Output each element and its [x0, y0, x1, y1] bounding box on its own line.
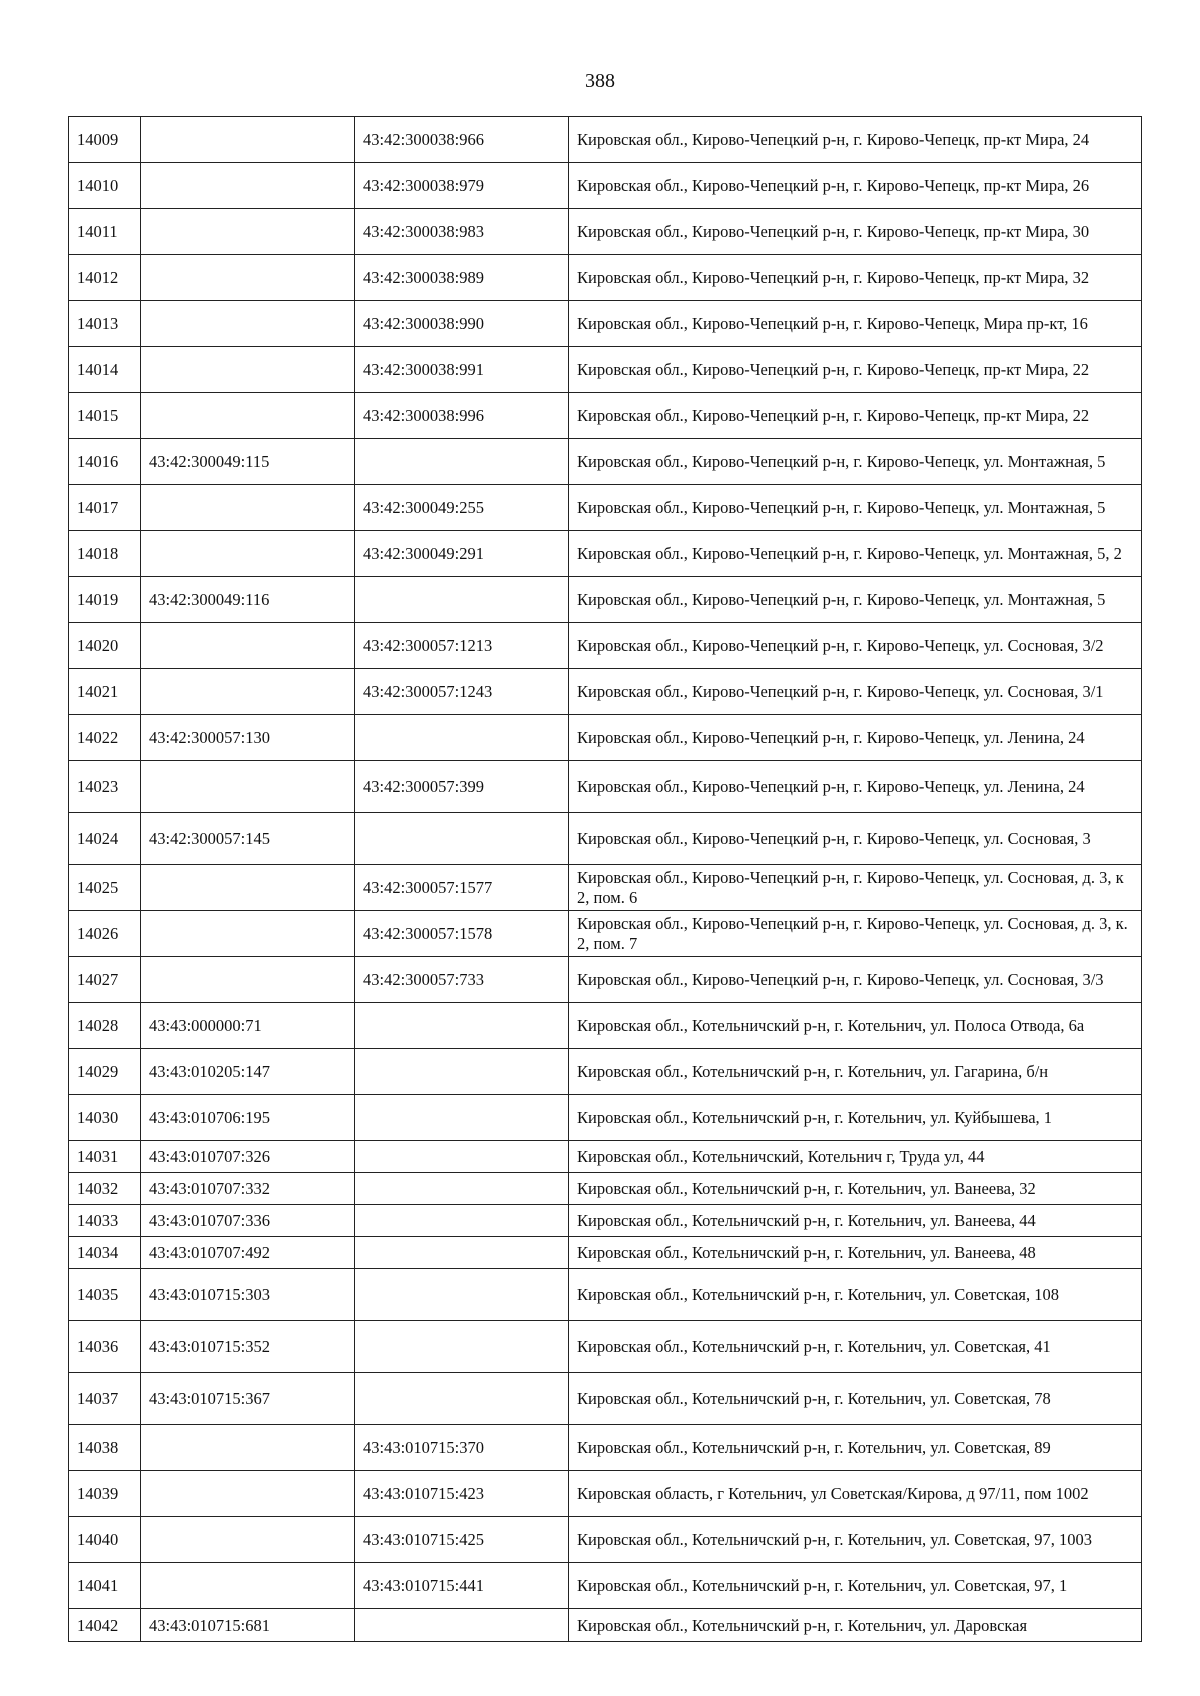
table-row: [69, 669, 1142, 715]
cadastral-number-secondary: [355, 1141, 569, 1173]
address: Кировская обл., Кирово-Чепецкий р-н, г. Кирово-Чепецк, Мира пр-кт, 16: [569, 301, 1142, 347]
cadastral-number-primary: [141, 669, 355, 715]
cadastral-number-primary: 43:43:010707:336: [141, 1205, 355, 1237]
table-row: [69, 1425, 1142, 1471]
table-row: [69, 1321, 1142, 1373]
row-number: 14023: [69, 761, 141, 813]
row-number: 14037: [69, 1373, 141, 1425]
table-row: [69, 911, 1142, 957]
address: Кировская обл., Кирово-Чепецкий р-н, г. Кирово-Чепецк, ул. Сосновая, 3: [569, 813, 1142, 865]
cadastral-number-secondary: 43:42:300038:991: [355, 347, 569, 393]
row-number: 14031: [69, 1141, 141, 1173]
table-row: [69, 347, 1142, 393]
table-row: [69, 1373, 1142, 1425]
address: Кировская обл., Кирово-Чепецкий р-н, г. Кирово-Чепецк, ул. Ленина, 24: [569, 761, 1142, 813]
cadastral-number-secondary: [355, 1003, 569, 1049]
cadastral-number-primary: [141, 485, 355, 531]
cadastral-number-primary: 43:43:010715:352: [141, 1321, 355, 1373]
row-number: 14038: [69, 1425, 141, 1471]
cadastral-number-secondary: 43:43:010715:423: [355, 1471, 569, 1517]
address: Кировская обл., Котельничский, Котельнич г, Труда ул, 44: [569, 1141, 1142, 1173]
cadastral-number-primary: [141, 347, 355, 393]
cadastral-number-primary: [141, 209, 355, 255]
row-number: 14034: [69, 1237, 141, 1269]
cadastral-number-primary: 43:43:010707:332: [141, 1173, 355, 1205]
cadastral-number-secondary: [355, 1609, 569, 1642]
cadastral-number-primary: [141, 1471, 355, 1517]
cadastral-number-secondary: [355, 1205, 569, 1237]
row-number: 14018: [69, 531, 141, 577]
cadastral-number-secondary: [355, 1095, 569, 1141]
table-row: [69, 393, 1142, 439]
cadastral-number-primary: [141, 117, 355, 163]
cadastral-number-primary: 43:42:300049:116: [141, 577, 355, 623]
cadastral-number-primary: [141, 301, 355, 347]
table-row: [69, 715, 1142, 761]
address: Кировская обл., Кирово-Чепецкий р-н, г. Кирово-Чепецк, ул. Сосновая, 3/1: [569, 669, 1142, 715]
cadastral-number-secondary: [355, 715, 569, 761]
cadastral-number-secondary: [355, 439, 569, 485]
address: Кировская обл., Котельничский р-н, г. Котельнич, ул. Советская, 41: [569, 1321, 1142, 1373]
address: Кировская обл., Котельничский р-н, г. Котельнич, ул. Ванеева, 48: [569, 1237, 1142, 1269]
cadastral-number-secondary: 43:42:300049:255: [355, 485, 569, 531]
row-number: 14035: [69, 1269, 141, 1321]
cadastral-number-primary: [141, 1517, 355, 1563]
registry-table: [68, 116, 1142, 1642]
address: Кировская обл., Котельничский р-н, г. Котельнич, ул. Советская, 97, 1003: [569, 1517, 1142, 1563]
table-row: [69, 1609, 1142, 1642]
address: Кировская обл., Кирово-Чепецкий р-н, г. Кирово-Чепецк, пр-кт Мира, 26: [569, 163, 1142, 209]
cadastral-number-secondary: [355, 1049, 569, 1095]
cadastral-number-secondary: 43:42:300057:733: [355, 957, 569, 1003]
cadastral-number-primary: 43:42:300049:115: [141, 439, 355, 485]
address: Кировская обл., Кирово-Чепецкий р-н, г. Кирово-Чепецк, ул. Сосновая, д. 3, к 2, пом. 6: [569, 865, 1142, 911]
cadastral-number-secondary: 43:42:300038:983: [355, 209, 569, 255]
table-row: [69, 761, 1142, 813]
address: Кировская обл., Котельничский р-н, г. Котельнич, ул. Советская, 108: [569, 1269, 1142, 1321]
row-number: 14026: [69, 911, 141, 957]
table-row: [69, 813, 1142, 865]
cadastral-number-primary: [141, 761, 355, 813]
row-number: 14010: [69, 163, 141, 209]
row-number: 14014: [69, 347, 141, 393]
row-number: 14012: [69, 255, 141, 301]
table-row: [69, 1003, 1142, 1049]
cadastral-number-primary: [141, 865, 355, 911]
address: Кировская обл., Котельничский р-н, г. Котельнич, ул. Советская, 78: [569, 1373, 1142, 1425]
table-row: [69, 1517, 1142, 1563]
cadastral-number-secondary: 43:42:300038:989: [355, 255, 569, 301]
table-row: [69, 1563, 1142, 1609]
table-row: [69, 1095, 1142, 1141]
cadastral-number-primary: 43:42:300057:130: [141, 715, 355, 761]
address: Кировская обл., Котельничский р-н, г. Котельнич, ул. Даровская: [569, 1609, 1142, 1642]
address: Кировская обл., Кирово-Чепецкий р-н, г. Кирово-Чепецк, ул. Монтажная, 5: [569, 485, 1142, 531]
cadastral-number-secondary: [355, 813, 569, 865]
row-number: 14013: [69, 301, 141, 347]
cadastral-number-secondary: 43:42:300038:990: [355, 301, 569, 347]
row-number: 14024: [69, 813, 141, 865]
table-row: [69, 1049, 1142, 1095]
cadastral-number-secondary: 43:42:300057:1243: [355, 669, 569, 715]
cadastral-number-secondary: 43:42:300049:291: [355, 531, 569, 577]
table-row: [69, 301, 1142, 347]
row-number: 14009: [69, 117, 141, 163]
address: Кировская область, г Котельнич, ул Советская/Кирова, д 97/11, пом 1002: [569, 1471, 1142, 1517]
table-row: [69, 117, 1142, 163]
table-row: [69, 1205, 1142, 1237]
cadastral-number-secondary: [355, 1173, 569, 1205]
table-row: [69, 957, 1142, 1003]
address: Кировская обл., Кирово-Чепецкий р-н, г. Кирово-Чепецк, пр-кт Мира, 32: [569, 255, 1142, 301]
cadastral-number-primary: [141, 531, 355, 577]
address: Кировская обл., Котельничский р-н, г. Котельнич, ул. Советская, 89: [569, 1425, 1142, 1471]
row-number: 14040: [69, 1517, 141, 1563]
cadastral-number-primary: 43:42:300057:145: [141, 813, 355, 865]
address: Кировская обл., Котельничский р-н, г. Котельнич, ул. Ванеева, 44: [569, 1205, 1142, 1237]
cadastral-number-secondary: 43:42:300057:1577: [355, 865, 569, 911]
address: Кировская обл., Кирово-Чепецкий р-н, г. Кирово-Чепецк, пр-кт Мира, 30: [569, 209, 1142, 255]
address: Кировская обл., Кирово-Чепецкий р-н, г. Кирово-Чепецк, ул. Монтажная, 5, 2: [569, 531, 1142, 577]
table-row: [69, 163, 1142, 209]
row-number: 14028: [69, 1003, 141, 1049]
address: Кировская обл., Кирово-Чепецкий р-н, г. Кирово-Чепецк, ул. Сосновая, 3/2: [569, 623, 1142, 669]
cadastral-number-primary: 43:43:010205:147: [141, 1049, 355, 1095]
table-row: [69, 209, 1142, 255]
registry-table-body: [69, 117, 1142, 1642]
row-number: 14042: [69, 1609, 141, 1642]
cadastral-number-primary: 43:43:010715:367: [141, 1373, 355, 1425]
cadastral-number-primary: [141, 1425, 355, 1471]
cadastral-number-primary: 43:43:010707:492: [141, 1237, 355, 1269]
row-number: 14022: [69, 715, 141, 761]
cadastral-number-secondary: [355, 577, 569, 623]
cadastral-number-secondary: [355, 1321, 569, 1373]
cadastral-number-secondary: 43:42:300057:1578: [355, 911, 569, 957]
cadastral-number-secondary: 43:43:010715:425: [355, 1517, 569, 1563]
row-number: 14020: [69, 623, 141, 669]
cadastral-number-primary: [141, 255, 355, 301]
cadastral-number-primary: [141, 623, 355, 669]
cadastral-number-primary: [141, 393, 355, 439]
address: Кировская обл., Котельничский р-н, г. Котельнич, ул. Гагарина, б/н: [569, 1049, 1142, 1095]
cadastral-number-secondary: 43:42:300038:996: [355, 393, 569, 439]
cadastral-number-primary: [141, 163, 355, 209]
table-row: [69, 1269, 1142, 1321]
table-row: [69, 485, 1142, 531]
cadastral-number-primary: 43:43:010715:303: [141, 1269, 355, 1321]
row-number: 14041: [69, 1563, 141, 1609]
cadastral-number-secondary: 43:42:300038:966: [355, 117, 569, 163]
address: Кировская обл., Кирово-Чепецкий р-н, г. Кирово-Чепецк, пр-кт Мира, 22: [569, 347, 1142, 393]
row-number: 14030: [69, 1095, 141, 1141]
table-row: [69, 577, 1142, 623]
cadastral-number-primary: [141, 957, 355, 1003]
cadastral-number-secondary: 43:43:010715:441: [355, 1563, 569, 1609]
row-number: 14011: [69, 209, 141, 255]
page-number: 388: [585, 70, 615, 92]
row-number: 14019: [69, 577, 141, 623]
row-number: 14027: [69, 957, 141, 1003]
cadastral-number-secondary: [355, 1373, 569, 1425]
address: Кировская обл., Кирово-Чепецкий р-н, г. Кирово-Чепецк, ул. Монтажная, 5: [569, 439, 1142, 485]
table-row: [69, 865, 1142, 911]
cadastral-number-secondary: [355, 1237, 569, 1269]
cadastral-number-primary: [141, 1563, 355, 1609]
row-number: 14036: [69, 1321, 141, 1373]
row-number: 14039: [69, 1471, 141, 1517]
address: Кировская обл., Кирово-Чепецкий р-н, г. Кирово-Чепецк, пр-кт Мира, 22: [569, 393, 1142, 439]
cadastral-number-secondary: [355, 1269, 569, 1321]
table-row: [69, 1471, 1142, 1517]
row-number: 14015: [69, 393, 141, 439]
row-number: 14033: [69, 1205, 141, 1237]
table-row: [69, 439, 1142, 485]
row-number: 14017: [69, 485, 141, 531]
row-number: 14032: [69, 1173, 141, 1205]
cadastral-number-secondary: 43:42:300057:399: [355, 761, 569, 813]
address: Кировская обл., Кирово-Чепецкий р-н, г. Кирово-Чепецк, пр-кт Мира, 24: [569, 117, 1142, 163]
address: Кировская обл., Кирово-Чепецкий р-н, г. Кирово-Чепецк, ул. Монтажная, 5: [569, 577, 1142, 623]
cadastral-number-primary: [141, 911, 355, 957]
cadastral-number-primary: 43:43:010706:195: [141, 1095, 355, 1141]
row-number: 14029: [69, 1049, 141, 1095]
address: Кировская обл., Кирово-Чепецкий р-н, г. Кирово-Чепецк, ул. Сосновая, 3/3: [569, 957, 1142, 1003]
table-row: [69, 531, 1142, 577]
address: Кировская обл., Котельничский р-н, г. Котельнич, ул. Куйбышева, 1: [569, 1095, 1142, 1141]
table-row: [69, 255, 1142, 301]
table-row: [69, 1173, 1142, 1205]
row-number: 14016: [69, 439, 141, 485]
address: Кировская обл., Котельничский р-н, г. Котельнич, ул. Советская, 97, 1: [569, 1563, 1142, 1609]
cadastral-number-primary: 43:43:010707:326: [141, 1141, 355, 1173]
cadastral-number-secondary: 43:43:010715:370: [355, 1425, 569, 1471]
row-number: 14021: [69, 669, 141, 715]
cadastral-number-secondary: 43:42:300057:1213: [355, 623, 569, 669]
row-number: 14025: [69, 865, 141, 911]
address: Кировская обл., Кирово-Чепецкий р-н, г. Кирово-Чепецк, ул. Ленина, 24: [569, 715, 1142, 761]
address: Кировская обл., Котельничский р-н, г. Котельнич, ул. Полоса Отвода, 6а: [569, 1003, 1142, 1049]
address: Кировская обл., Кирово-Чепецкий р-н, г. Кирово-Чепецк, ул. Сосновая, д. 3, к. 2, пом. 7: [569, 911, 1142, 957]
address: Кировская обл., Котельничский р-н, г. Котельнич, ул. Ванеева, 32: [569, 1173, 1142, 1205]
table-row: [69, 623, 1142, 669]
cadastral-number-primary: 43:43:000000:71: [141, 1003, 355, 1049]
cadastral-number-secondary: 43:42:300038:979: [355, 163, 569, 209]
table-row: [69, 1141, 1142, 1173]
cadastral-number-primary: 43:43:010715:681: [141, 1609, 355, 1642]
table-row: [69, 1237, 1142, 1269]
